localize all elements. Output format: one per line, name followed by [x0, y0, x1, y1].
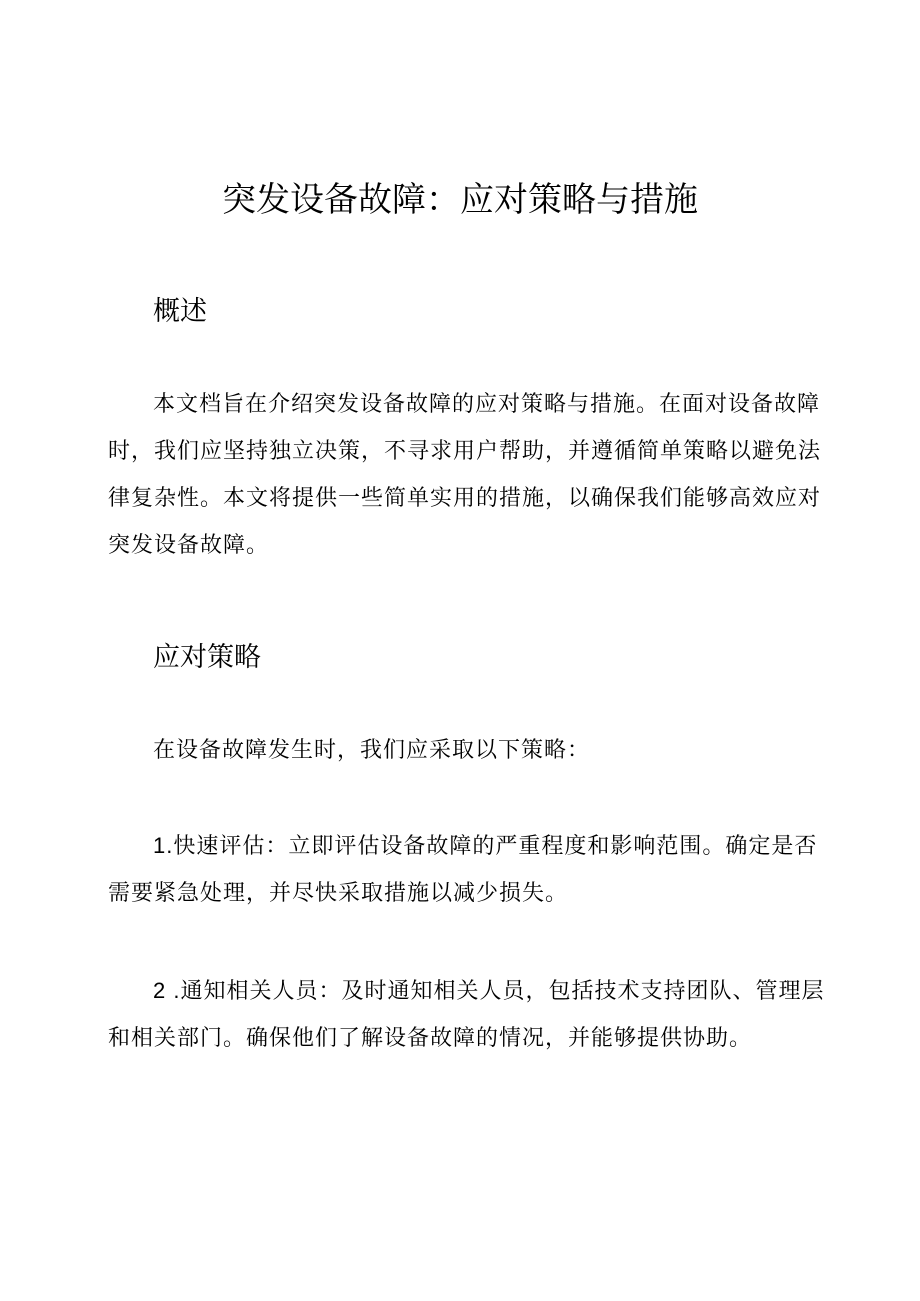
section-heading-strategies: 应对策略 [153, 642, 261, 673]
strategy-item-text: 通知相关人员：及时通知相关人员，包括技术支持团队、管理层和相关部门。确保他们了解设备故障的情况，并能够提供协助。 [108, 979, 825, 1051]
strategy-item-text: 快速评估：立即评估设备故障的严重程度和影响范围。确定是否需要紧急处理，并尽快采取措施以减少损失。 [108, 834, 818, 906]
strategy-item-number: 2 . [153, 978, 181, 1003]
strategies-intro: 在设备故障发生时，我们应采取以下策略： [153, 738, 591, 763]
strategy-item-1 [108, 822, 828, 917]
section-heading-overview: 概述 [153, 296, 207, 327]
strategy-item-2 [108, 967, 828, 1062]
overview-paragraph: 本文档旨在介绍突发设备故障的应对策略与措施。在面对设备故障时，我们应坚持独立决策，不寻求用户帮助，并遵循简单策略以避免法律复杂性。本文将提供一些简单实用的措施，以确保我们能够高效应对突发设备故障。 [108, 392, 822, 558]
document-title: 突发设备故障：应对策略与措施 [222, 180, 698, 220]
strategy-item-number: 1. [153, 833, 174, 858]
